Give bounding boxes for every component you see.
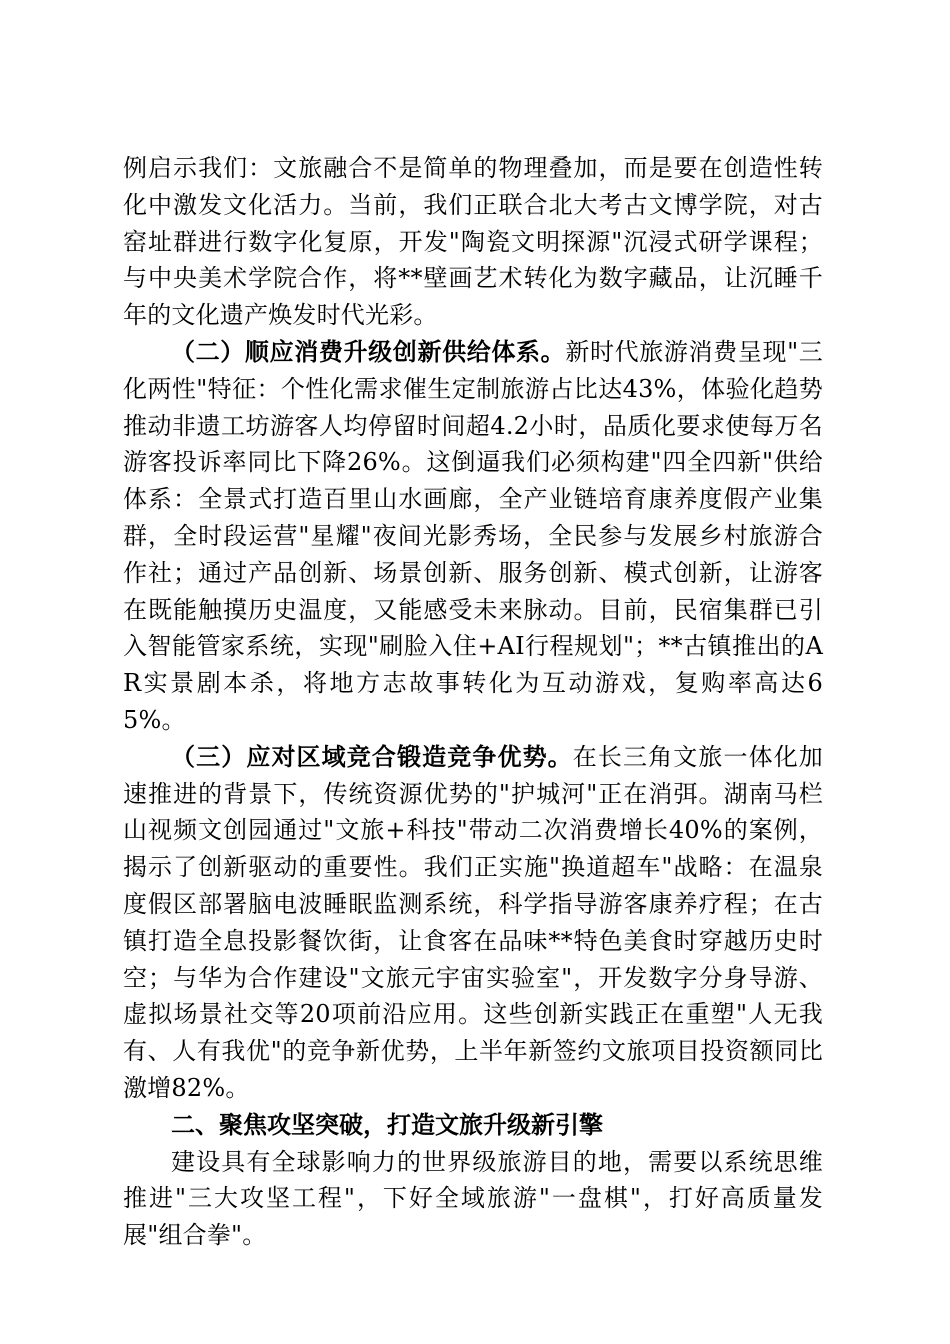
paragraph-continuation: 例启示我们：文旅融合不是简单的物理叠加，而是要在创造性转化中激发文化活力。当前，我们正联合北大考古文博学院，对古窑址群进行数字化复原，开发"陶瓷文明探源"沉浸式研学课程；与中央美术学院合作，将**壁画艺术转化为数字藏品，让沉睡千年的文化遗产焕发时代光彩。: [123, 154, 823, 330]
paragraph-body-2: 新时代旅游消费呈现"三化两性"特征：个性化需求催生定制旅游占比达43%，体验化趋势推动非遗工坊游客人均停留时间超4.2小时，品质化要求使每万名游客投诉率同比下降26%。这倒逼我们必须构建"四全四新"供给体系：全景式打造百里山水画廊，全产业链培育康养度假产业集群，全时段运营"星耀"夜间光影秀场，全民参与发展乡村旅游合作社；通过产品创新、场景创新、服务创新、模式创新，让游客在既能触摸历史温度，又能感受未来脉动。目前，民宿集群已引入智能管家系统，实现"刷脸入住+AI行程规划"；**古镇推出的AR实景剧本杀，将地方志故事转化为互动游戏，复购率高达65%。: [123, 337, 823, 734]
section-heading-2: 二、聚焦攻坚突破，打造文旅升级新引擎: [171, 1110, 603, 1139]
subsection-heading-3: （三）应对区域竞合锻造竞争优势。: [171, 741, 573, 771]
paragraph-body-3: 在长三角文旅一体化加速推进的背景下，传统资源优势的"护城河"正在消弭。湖南马栏山视频文创园通过"文旅+科技"带动二次消费增长40%的案例，揭示了创新驱动的重要性。我们正实施"换道超车"战略：在温泉度假区部署脑电波睡眠监测系统，科学指导游客康养疗程；在古镇打造全息投影餐饮街，让食客在品味**特色美食时穿越历史时空；与华为合作建设"文旅元宇宙实验室"，开发数字分身导游、虚拟场景社交等20项前沿应用。这些创新实践正在重塑"人无我有、人有我优"的竞争新优势，上半年新签约文旅项目投资额同比激增82%。: [123, 742, 824, 1102]
subsection-heading-2: （二）顺应消费升级创新供给体系。: [171, 336, 566, 366]
document-page: [123, 150, 823, 1254]
paragraph-section-3: [123, 739, 823, 1107]
paragraph-section-2: [123, 334, 823, 739]
paragraph-intro: 建设具有全球影响力的世界级旅游目的地，需要以系统思维推进"三大攻坚工程"，下好全域旅游"一盘棋"，打好高质量发展"组合拳"。: [123, 1147, 823, 1250]
